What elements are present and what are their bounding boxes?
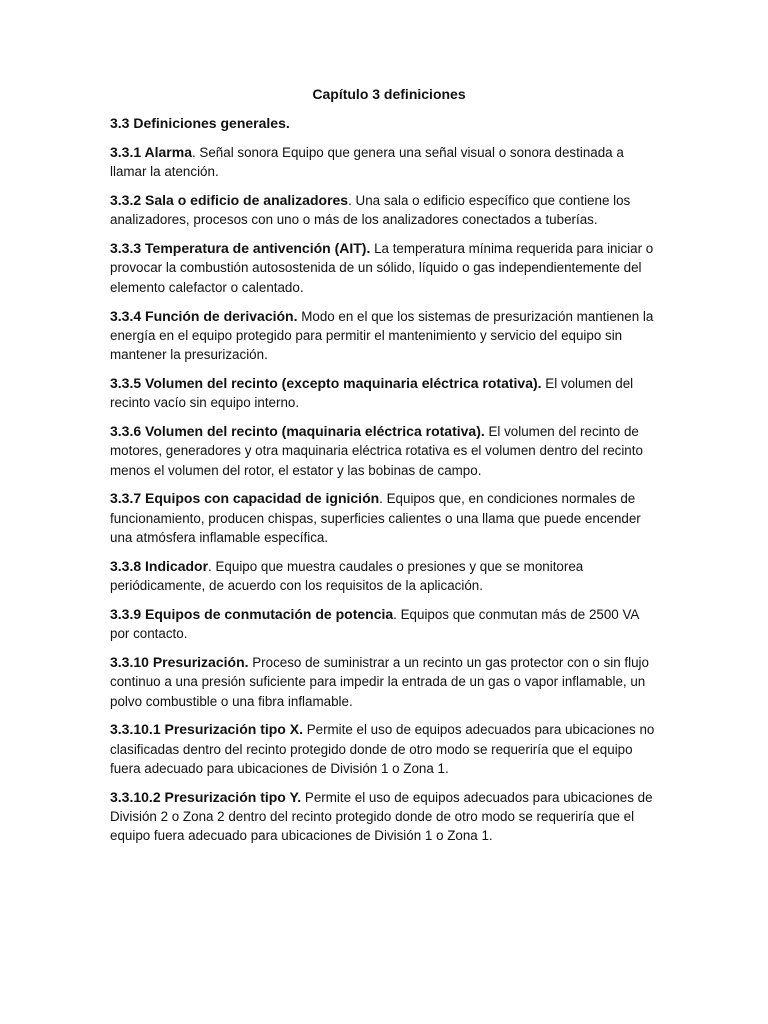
definition-sala-analizadores (110, 191, 658, 230)
definition-presurizacion-tipo-x (110, 720, 658, 778)
definition-text: Permite el uso de equipos adecuados para ubicaciones no clasificadas dentro del recinto protegido donde de otro modo se requeriría que el equipo fuera adecuado para ubicaciones de División 1 o Zona 1. (110, 722, 655, 777)
definition-term: 3.3.8 Indicador (110, 557, 209, 574)
definition-equipos-ignicion (110, 489, 658, 547)
definition-term: 3.3.5 Volumen del recinto (excepto maquinaria eléctrica rotativa). (110, 374, 542, 391)
definition-presurizacion (110, 653, 658, 711)
section-heading: 3.3 Definiciones generales. (110, 115, 290, 131)
definition-text: El volumen del recinto vacío sin equipo interno. (110, 375, 634, 411)
definition-term: 3.3.1 Alarma (110, 144, 192, 160)
definition-indicador (110, 557, 658, 596)
definition-conmutacion-potencia (110, 605, 658, 644)
definition-term: 3.3.10 Presurización. (110, 654, 249, 671)
definition-volumen-recinto-maquinaria (110, 422, 658, 480)
definition-term: 3.3.4 Función de derivación. (110, 307, 298, 324)
document-body (110, 114, 658, 855)
definition-term: 3.3.10.1 Presurización tipo X. (110, 721, 303, 738)
definition-term: 3.3.10.2 Presurización tipo Y. (110, 788, 302, 805)
definition-text: Proceso de suministrar a un recinto un gas protector con o sin flujo continuo a una presión suficiente para impedir la entrada de un gas o vapor inflamable, un polvo combustible o una fibra inflamable. (110, 655, 649, 709)
definition-temperatura-antivencion (110, 239, 658, 297)
definition-text: Permite el uso de equipos adecuados para ubicaciones de División 2 o Zona 2 dentro del recinto protegido donde de otro modo se requeriría que el equipo fuera adecuado para ubicaciones de División 1 o Zona 1. (110, 789, 653, 844)
definition-text: . Equipo que muestra caudales o presiones y que se monitorea periódicamente, de acuerdo con los requisitos de la aplicación. (110, 558, 584, 594)
definition-term: 3.3.3 Temperatura de antivención (AIT). (110, 240, 371, 257)
definition-text: . Una sala o edificio específico que contiene los analizadores, procesos con uno o más de los analizadores conectados a tuberías. (110, 193, 631, 228)
definition-funcion-derivacion (110, 307, 658, 365)
page-title: Capítulo 3 definiciones (312, 86, 466, 102)
definition-volumen-recinto-excepto (110, 374, 658, 413)
definition-alarma (110, 143, 658, 182)
definition-text: . Señal sonora Equipo que genera una señal visual o sonora destinada a llamar la atención. (110, 145, 624, 180)
definition-presurizacion-tipo-y (110, 788, 658, 846)
definition-text: . Equipos que conmutan más de 2500 VA por contacto. (110, 606, 639, 642)
definition-text: . Equipos que, en condiciones normales de funcionamiento, producen chispas, superficies calientes o una llama que puede encender una atmósfera inflamable específica. (110, 491, 641, 546)
definition-term: 3.3.6 Volumen del recinto (maquinaria eléctrica rotativa). (110, 423, 485, 440)
definition-term: 3.3.2 Sala o edificio de analizadores (110, 192, 349, 209)
definition-text: Modo en el que los sistemas de presurización mantienen la energía en el equipo protegido para permitir el mantenimiento y servicio del equipo sin mantener la presurización. (110, 308, 654, 363)
definition-term: 3.3.9 Equipos de conmutación de potencia (110, 605, 394, 622)
definition-text: La temperatura mínima requerida para iniciar o provocar la combustión autosostenida de un sólido, líquido o gas independientemente del elemento calefactor o calentado. (110, 241, 654, 295)
definition-term: 3.3.7 Equipos con capacidad de ignición (110, 490, 380, 507)
definition-text: El volumen del recinto de motores, generadores y otra maquinaria eléctrica rotativa es el volumen dentro del recinto menos el volumen del rotor, el estator y las bobinas de campo. (110, 424, 643, 478)
